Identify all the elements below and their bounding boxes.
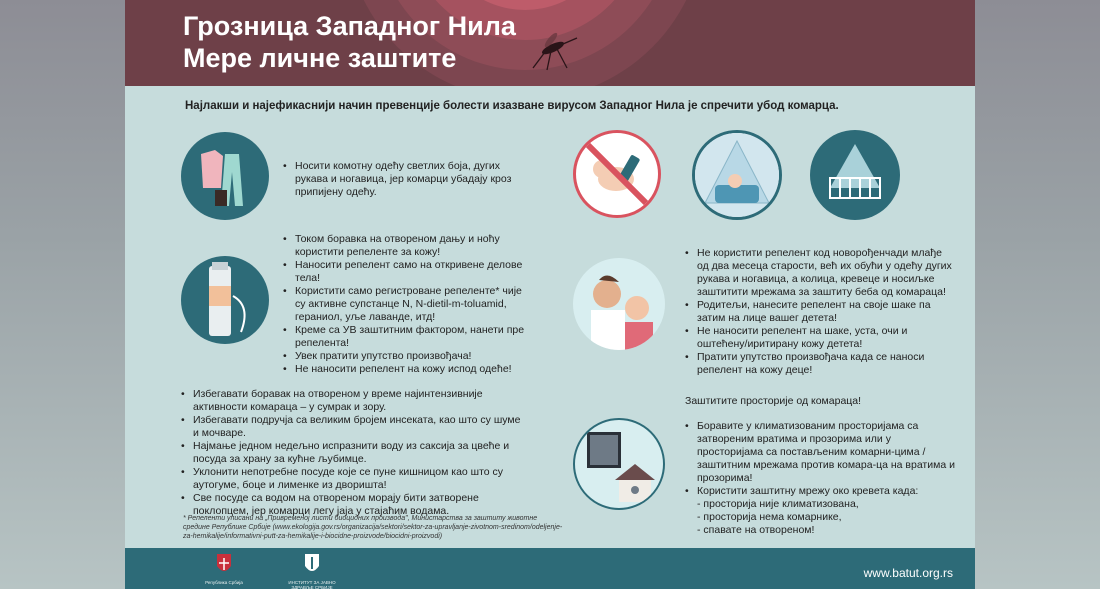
rooms-advice-item: • Користити заштитну мрежу око кревета када: xyxy=(685,485,955,498)
window-screen-house-icon xyxy=(575,420,663,508)
mosquito-icon xyxy=(527,30,579,72)
environment-advice-item: • Уклонити непотребне посуде које се пуне кишницом као што су аутогуме, боце и лименке из дворишта! xyxy=(181,466,526,492)
environment-advice-item: • Најмање једном недељно испразнити воду из саксија за цвеће и посуда за храну за кућне љубимце. xyxy=(181,440,526,466)
logo1-caption: Република Србија xyxy=(205,580,243,585)
rooms-advice xyxy=(685,420,955,537)
crib-net-icon xyxy=(810,130,900,220)
environment-advice xyxy=(181,388,526,518)
repellent-advice-item: • Наносити репелент само на откривене делове тела! xyxy=(283,259,533,285)
clothing-advice xyxy=(283,160,533,199)
children-advice-item: • Родитељи, нанесите репелент на своје шаке па затим на лице вашег детета! xyxy=(685,299,955,325)
repellent-spray-icon xyxy=(181,256,269,344)
repellent-advice-item: • Увек пратити упутство произвођача! xyxy=(283,350,533,363)
repellent-advice-item: • Током боравка на отвореном дању и ноћу користити репеленте за кожу! xyxy=(283,233,533,259)
children-advice xyxy=(685,247,955,377)
children-advice-item: • Не користити репелент код новорођенчади млађе од два месеца старости, већ их обући у одећу дугих рукава и ногавица, а колица, кревеце и носиљке заштитити мрежама за заштиту беба од комараца! xyxy=(685,247,955,299)
title-line-1: Грозница Западног Нила xyxy=(183,11,516,41)
repellent-advice-item: • Користити само регистроване репеленте* чије су активне супстанце N, N-dietil-m-toluamid, гераниол, уље лаванде, итд! xyxy=(283,285,533,324)
rooms-sub-item: - просторија нема комарнике, xyxy=(697,511,842,523)
clothing-circle xyxy=(181,132,269,220)
poster xyxy=(125,0,975,589)
repellent-advice-item: • Креме са УВ заштитним фактором, нанети пре репелента! xyxy=(283,324,533,350)
crib-net-circle xyxy=(810,130,900,220)
environment-advice-item: • Све посуде са водом на отвореном морају бити затворене поклопцем, јер комарци легу јаја у стајаћим водама. xyxy=(181,492,526,518)
repellent-advice xyxy=(283,233,533,376)
footer-url[interactable]: www.batut.org.rs xyxy=(863,566,953,580)
no-repellent-baby-icon xyxy=(576,133,658,215)
rooms-sub-item: - спавате на отвореном! xyxy=(697,524,815,536)
header-banner xyxy=(125,0,975,86)
repellent-circle xyxy=(181,256,269,344)
environment-advice-item: • Избегавати подручја са великим бројем инсеката, као што су шуме и мочваре. xyxy=(181,414,526,440)
footnote: * Репеленти уписани на „Привременој листи биоцидних производа", Министарства за заштиту животне средине Републике Србије (www.ekologija.gov.rs/organizacija/sektori/sektor-za-upravljanje-zivotnom-sredinom/odeljenje-za-hemikalije/informativni-putt-za-hemikalije-i-biocidne-proizvode/biocidni-proizvodi) xyxy=(183,515,563,540)
title-line-2: Мере личне заштите xyxy=(183,43,457,73)
rooms-sub-item: - просторија није климатизована, xyxy=(697,498,859,510)
house-circle xyxy=(573,418,665,510)
rooms-advice-item: • Боравите у климатизованим просторијама са затвореним вратима и прозорима или у просторијама са постављеним комарни-цима /заштитним мрежама против комара-ца на вратима и прозорима! xyxy=(685,420,955,485)
environment-advice-item: • Избегавати боравак на отвореном у време најинтензивније активности комараца – у сумрак и зору. xyxy=(181,388,526,414)
children-advice-item: • Не наносити репелент на шаке, уста, очи и оштећену/иритирану кожу детета! xyxy=(685,325,955,351)
intro-text: Најлакши и најефикаснији начин превенције болести изазване вирусом Западног Нила је спречити убод комарца. xyxy=(185,100,839,112)
parent-child-circle xyxy=(573,258,665,350)
mosquito-net-baby-icon xyxy=(695,133,779,217)
repellent-advice-item: • Не наносити репелент на кожу испод одеће! xyxy=(283,363,533,376)
mosquito-net-baby-circle xyxy=(692,130,782,220)
institute-logo-icon xyxy=(303,552,321,576)
serbia-coat-of-arms-icon xyxy=(215,552,233,576)
rooms-title: Заштитите просторије од комараца! xyxy=(685,395,862,407)
parent-child-repellent-icon xyxy=(573,258,665,350)
clothing-icon xyxy=(181,132,269,220)
no-repellent-baby-circle xyxy=(573,130,661,218)
clothing-advice-item: • Носити комотну одећу светлих боја, дугих рукава и ногавица, јер комарци убадају кроз припијену одећу. xyxy=(283,160,533,199)
footer xyxy=(125,548,975,589)
children-advice-item: • Пратити упутство произвођача када се наноси репелент на кожу деце! xyxy=(685,351,955,377)
logo2-caption: ИНСТИТУТ ЗА ЈАВНО ЗДРАВЉЕ СРБИЈЕ xyxy=(288,580,336,589)
